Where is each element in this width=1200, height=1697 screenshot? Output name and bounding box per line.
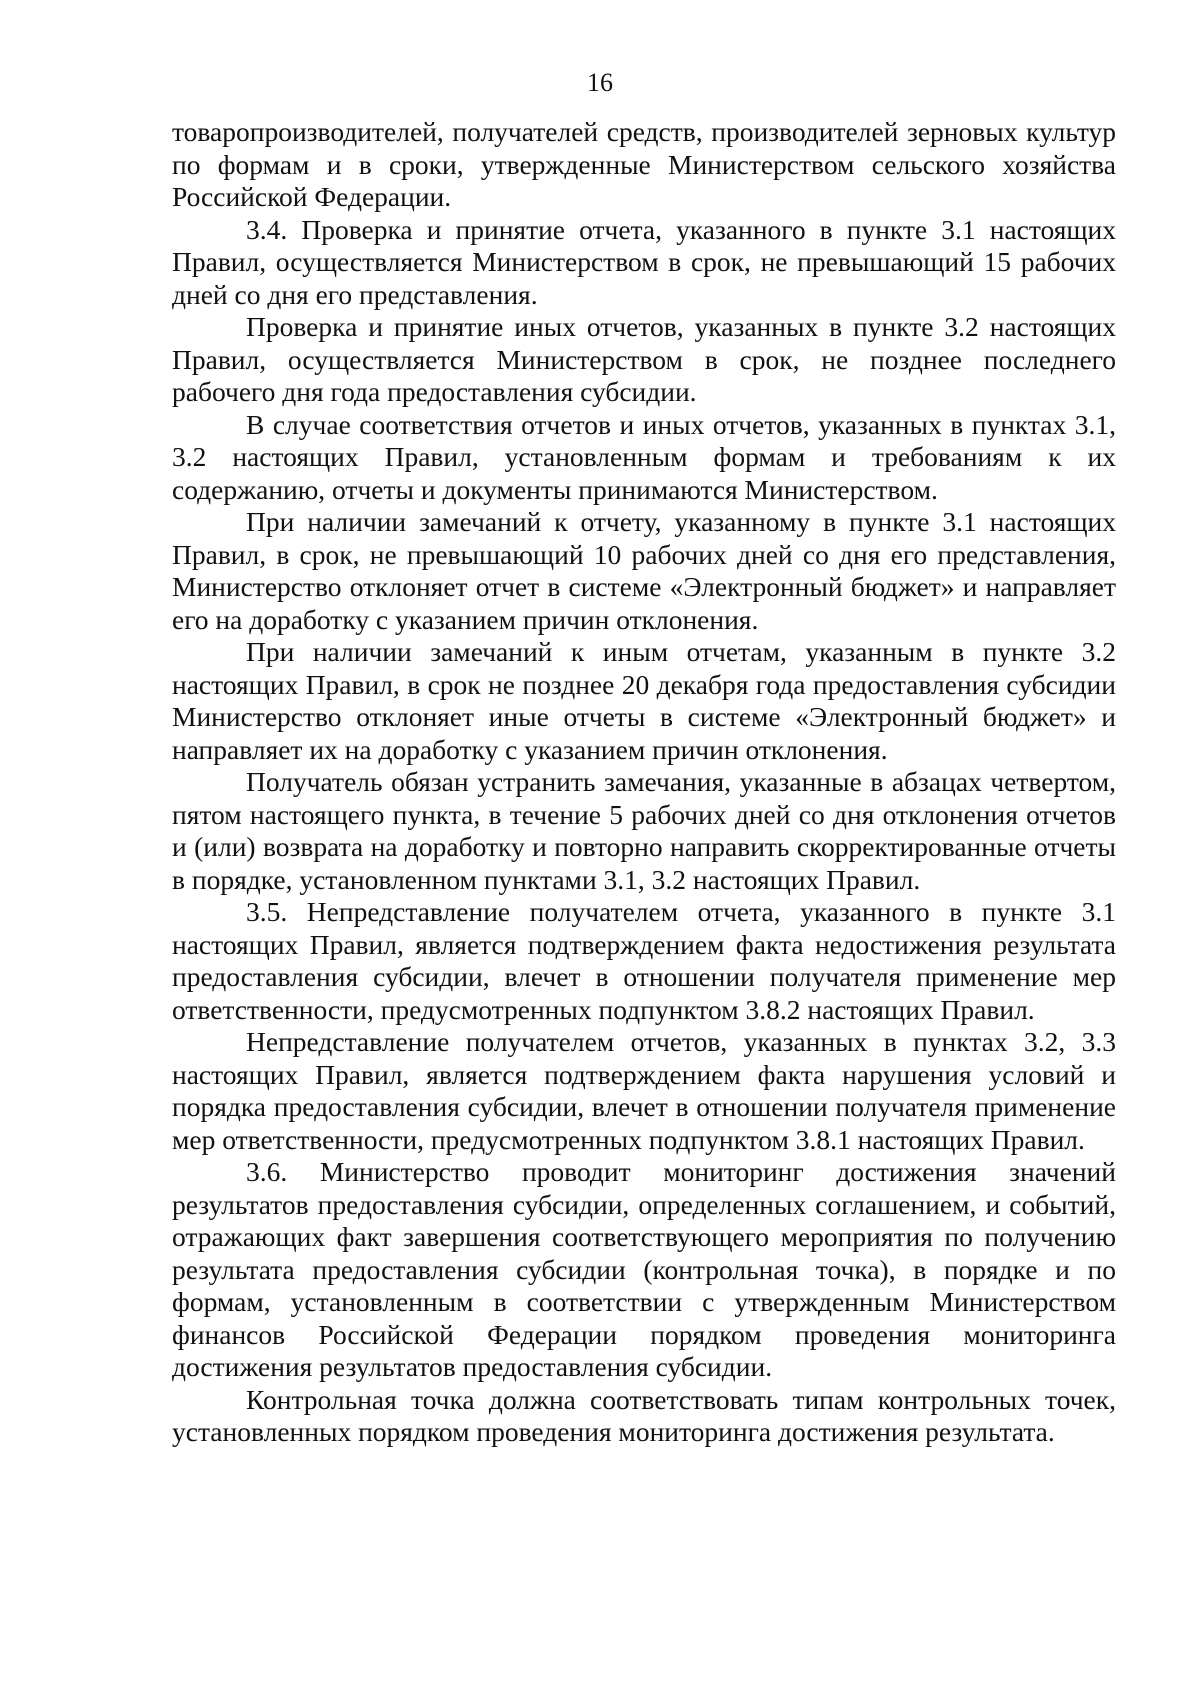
paragraph-reports-non-submission: Непредставление получателем отчетов, указанных в пунктах 3.2, 3.3 настоящих Правил, является подтверждением факта нарушения условий и порядка предоставления субсидии, влечет в отношении получателя применение мер ответственности, предусмотренных подпунктом 3.8.1 настоящих Правил.	[172, 1026, 1116, 1155]
paragraph-3-4: 3.4. Проверка и принятие отчета, указанного в пункте 3.1 настоящих Правил, осуществляется Министерством в срок, не превышающий 15 рабочих дней со дня его представления.	[172, 213, 1116, 310]
paragraph-other-reports-remarks: При наличии замечаний к иным отчетам, указанным в пункте 3.2 настоящих Правил, в срок не позднее 20 декабря года предоставления субсидии Министерство отклоняет иные отчеты в системе «Электронный бюджет» и направляет их на доработку с указанием причин отклонения.	[172, 636, 1116, 765]
paragraph-reports-accepted: В случае соответствия отчетов и иных отчетов, указанных в пунктах 3.1, 3.2 настоящих Правил, установленным формам и требованиям к их содержанию, отчеты и документы принимаются Министерством.	[172, 408, 1116, 505]
document-body	[172, 116, 1116, 1449]
paragraph-report-remarks: При наличии замечаний к отчету, указанному в пункте 3.1 настоящих Правил, в срок, не превышающий 10 рабочих дней со дня его представления, Министерство отклоняет отчет в системе «Электронный бюджет» и направляет его на доработку с указанием причин отклонения.	[172, 506, 1116, 635]
paragraph-control-point: Контрольная точка должна соответствовать типам контрольных точек, установленных порядком проведения мониторинга достижения результата.	[172, 1383, 1116, 1447]
paragraph-3-6: 3.6. Министерство проводит мониторинг достижения значений результатов предоставления субсидии, определенных соглашением, и событий, отражающих факт завершения соответствующего мероприятия по получению результата предоставления субсидии (контрольная точка), в порядке и по формам, установленным в соответствии с утвержденным Министерством финансов Российской Федерации порядком проведения мониторинга достижения результатов предоставления субсидии.	[172, 1156, 1116, 1382]
paragraph-3-5: 3.5. Непредставление получателем отчета, указанного в пункте 3.1 настоящих Правил, является подтверждением факта недостижения результата предоставления субсидии, влечет в отношении получателя применение мер ответственности, предусмотренных подпунктом 3.8.2 настоящих Правил.	[172, 896, 1116, 1025]
paragraph-other-reports-check: Проверка и принятие иных отчетов, указанных в пункте 3.2 настоящих Правил, осуществляется Министерством в срок, не позднее последнего рабочего дня года предоставления субсидии.	[172, 311, 1116, 407]
page-number: 16	[587, 68, 613, 97]
paragraph-recipient-obligation: Получатель обязан устранить замечания, указанные в абзацах четвертом, пятом настоящего пункта, в течение 5 рабочих дней со дня отклонения отчетов и (или) возврата на доработку и повторно направить скорректированные отчеты в порядке, установленном пунктами 3.1, 3.2 настоящих Правил.	[172, 766, 1116, 895]
paragraph-continuation: товаропроизводителей, получателей средств, производителей зерновых культур по формам и в сроки, утвержденные Министерством сельского хозяйства Российской Федерации.	[172, 116, 1116, 212]
